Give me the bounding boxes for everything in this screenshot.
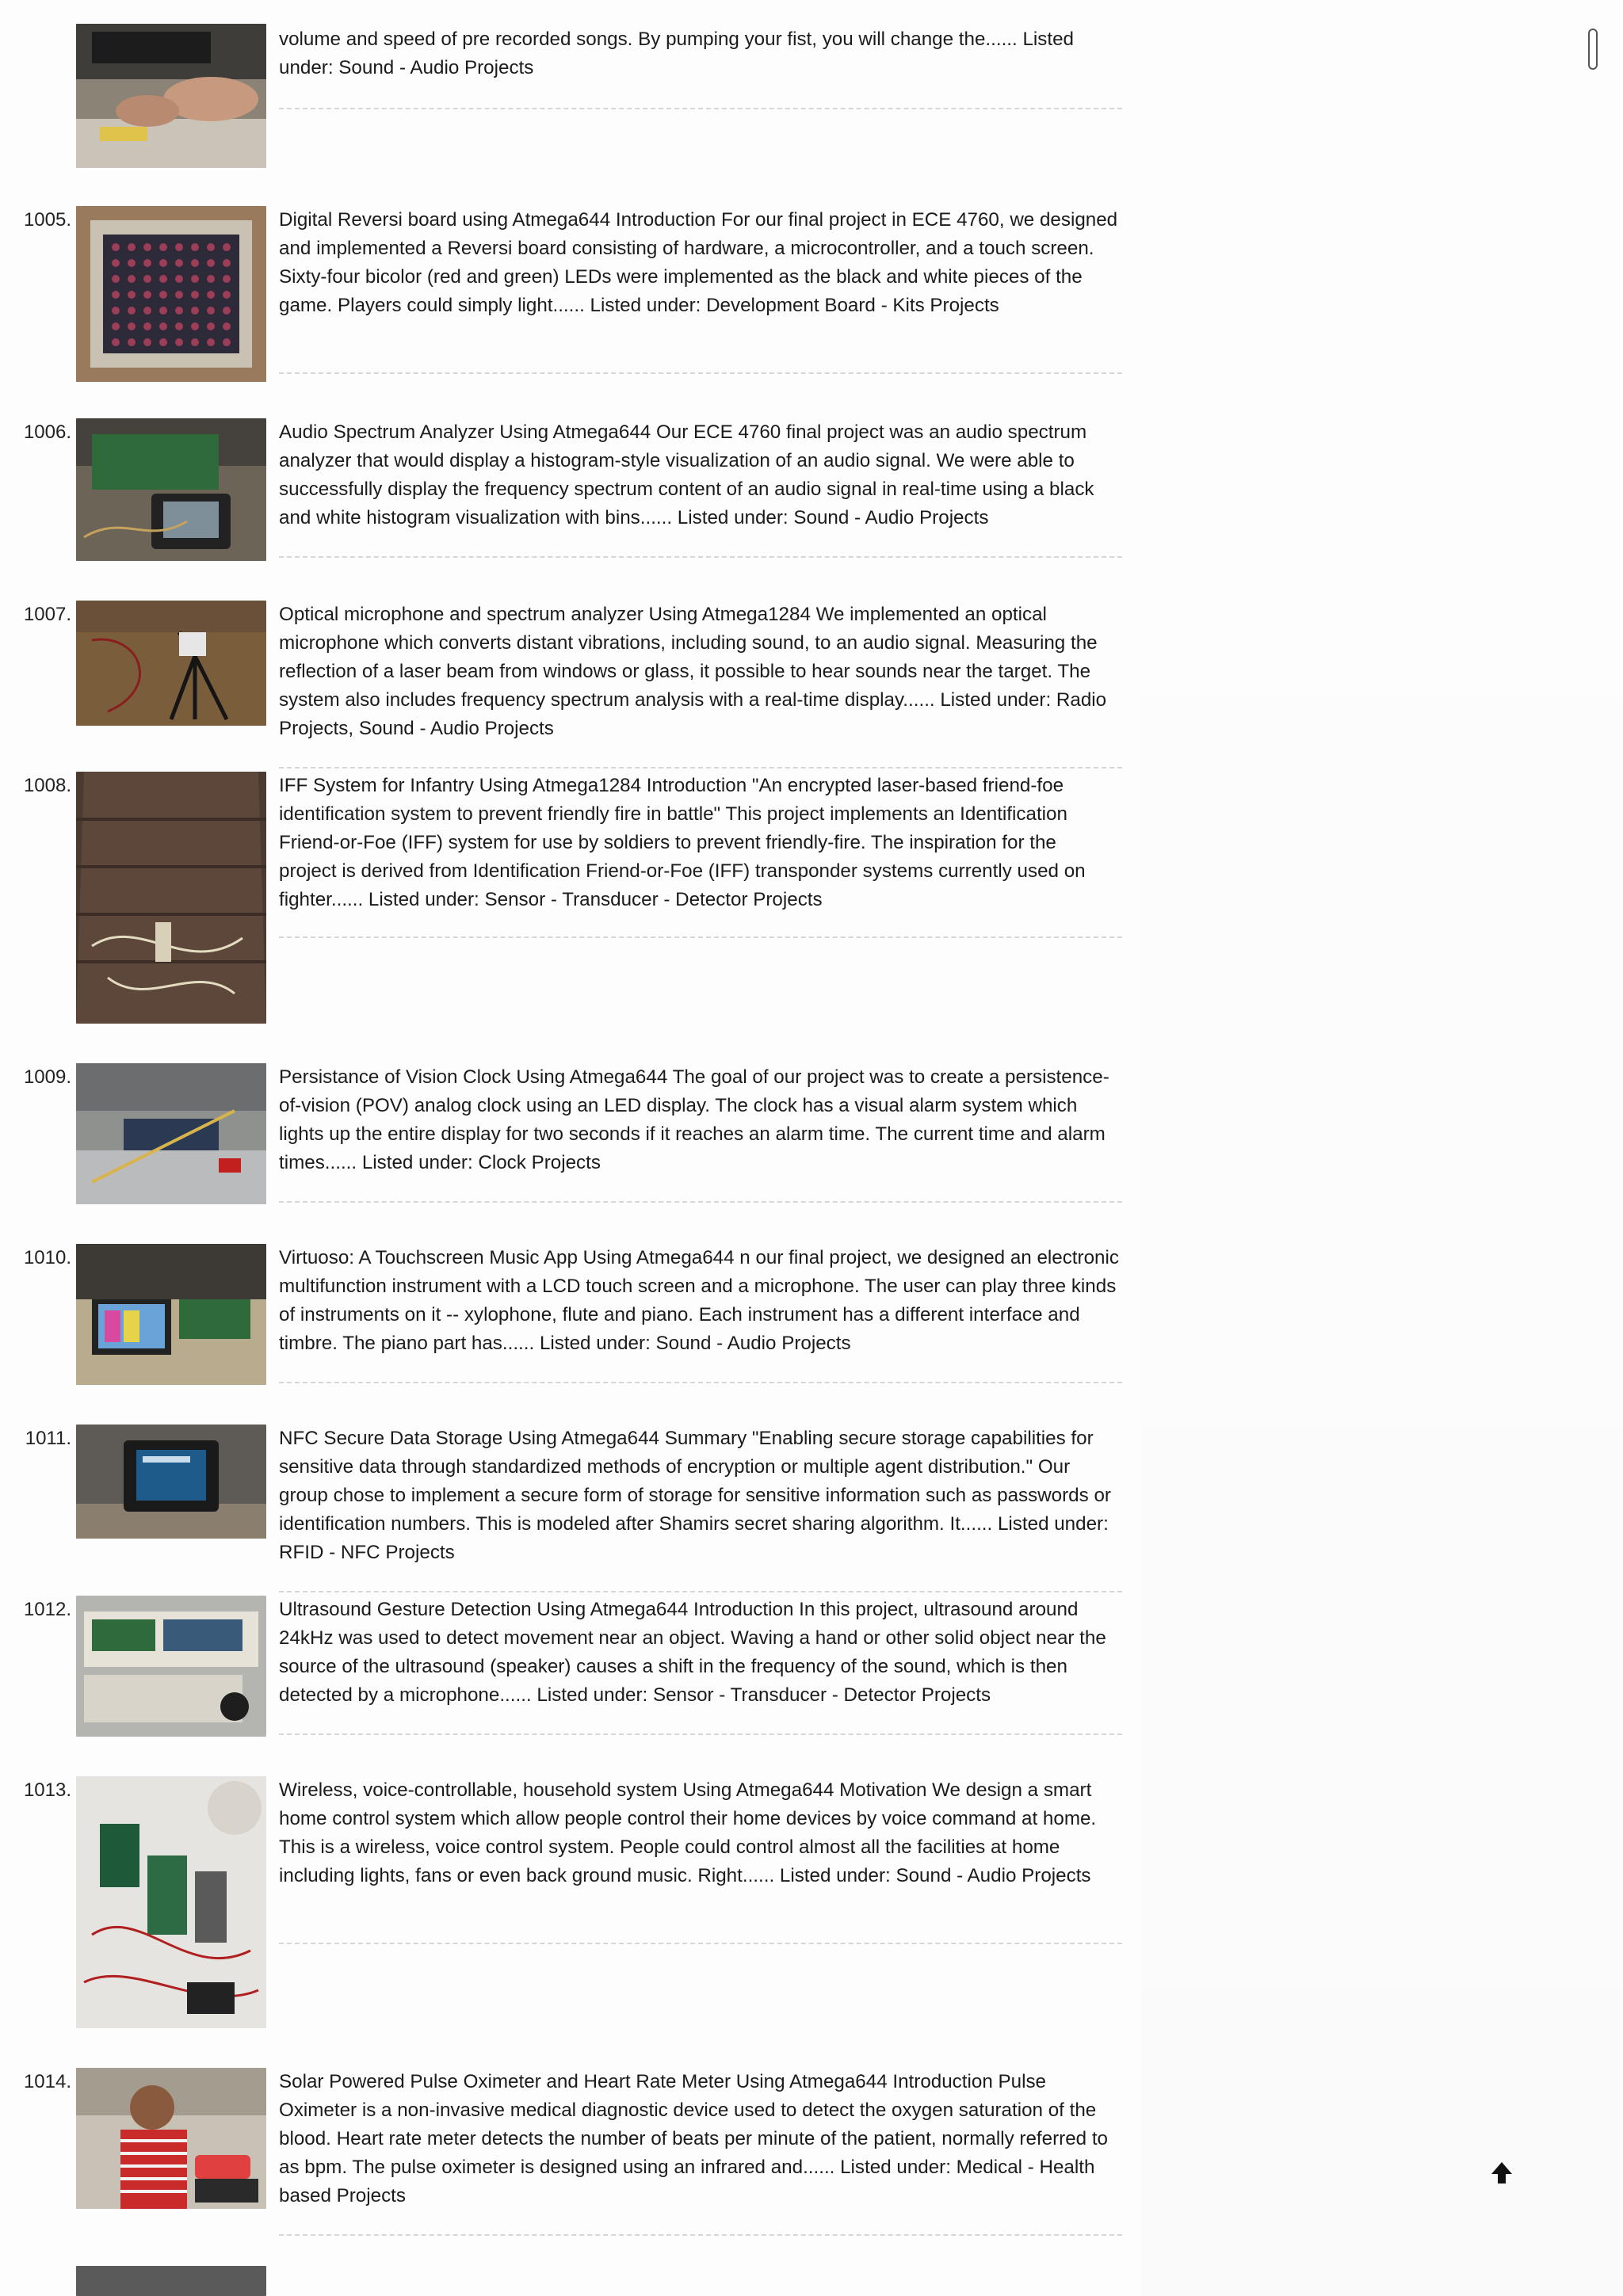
project-description: Optical microphone and spectrum analyzer Using Atmega1284 We implemented an optical microphone which converts distant vibrations, including sound, to an audio signal. Measuring the reflection of a laser beam from windows or glass, it possible to hear sounds near the target. The system also includes frequency spectrum analysis with a real-time display...... Listed under: Radio Projects, Sound - Audio Projects <box>279 604 1107 739</box>
item-number: 1008. <box>23 775 71 796</box>
project-thumbnail[interactable] <box>76 206 266 382</box>
project-description: Wireless, voice-controllable, household system Using Atmega644 Motivation We design a smart home control system which allow people control their home devices by voice command at home. This is a wireless, voice control system. People could control almost all the facilities at home including lights, fans or even back ground music. Right...... Listed under: Sound - Audio Projects <box>279 1779 1097 1886</box>
project-description: Persistance of Vision Clock Using Atmega644 The goal of our project was to create a persistence-of-vision (POV) analog clock using an LED display. The clock has a visual alarm system which lights up the entire display for two seconds if it reaches an alarm time. The current time and alarm times...... Listed under: Clock Projects <box>279 1066 1109 1173</box>
project-thumbnail[interactable] <box>76 418 266 561</box>
item-divider <box>279 1733 1122 1735</box>
project-thumbnail[interactable] <box>76 1244 266 1385</box>
item-divider <box>279 767 1122 769</box>
item-divider <box>279 1382 1122 1383</box>
item-number: 1005. <box>23 209 71 231</box>
project-description: Ultrasound Gesture Detection Using Atmega644 Introduction In this project, ultrasound around 24kHz was used to detect movement near an object. Waving a hand or other solid object near the source of the ultrasound (speaker) causes a shift in the frequency of the sound, which is then detected by a microphone...... Listed under: Sensor - Transducer - Detector Projects <box>279 1599 1106 1706</box>
project-thumbnail[interactable] <box>76 1776 266 2028</box>
project-description: Virtuoso: A Touchscreen Music App Using Atmega644 n our final project, we designed an electronic multifunction instrument with a LCD touch screen and a microphone. The user can play three kinds of instruments on it -- xylophone, flute and piano. Each instrument has a different interface and timbre. The piano part has...... Listed under: Sound - Audio Projects <box>279 1247 1119 1354</box>
item-number: 1011. <box>25 1428 71 1449</box>
project-thumbnail[interactable] <box>76 2266 266 2296</box>
page-background-shade <box>1141 372 1623 2296</box>
project-description: IFF System for Infantry Using Atmega1284 Introduction "An encrypted laser-based friend-foe identification system to prevent friendly fire in battle" This project implements an Identification Friend-or-Foe (IFF) system for use by soldiers to prevent friendly-fire. The inspiration for the project is derived from Identification Friend-or-Foe (IFF) transponder systems currently used on fighter...... Listed under: Sensor - Transducer - Detector Projects <box>279 775 1086 910</box>
project-thumbnail[interactable] <box>76 2068 266 2209</box>
item-number: 1010. <box>23 1247 71 1268</box>
project-description: Audio Spectrum Analyzer Using Atmega644 Our ECE 4760 final project was an audio spectrum analyzer that would display a histogram-style visualization of an audio signal. We were able to successfully display the frequency spectrum content of an audio signal in real-time using a black and white histogram visualization with bins...... Listed under: Sound - Audio Projects <box>279 421 1094 528</box>
item-divider <box>279 108 1122 109</box>
scroll-to-top-button[interactable] <box>1488 2160 1515 2187</box>
item-divider <box>279 1591 1122 1592</box>
item-number: 1014. <box>23 2071 71 2092</box>
item-number: 1007. <box>23 604 71 625</box>
project-thumbnail[interactable] <box>76 24 266 168</box>
item-divider <box>279 2234 1122 2236</box>
scrollbar-thumb[interactable] <box>1588 29 1598 70</box>
arrow-up-icon <box>1488 2160 1515 2187</box>
project-description: NFC Secure Data Storage Using Atmega644 Summary "Enabling secure storage capabilities for sensitive data through standardized methods of encryption or multiple agent distribution." Our group chose to implement a secure form of storage for sensitive information such as passwords or identification numbers. This is modeled after Shamirs secret sharing algorithm. It...... Listed under: RFID - NFC Projects <box>279 1428 1111 1563</box>
item-divider <box>279 372 1122 374</box>
project-thumbnail[interactable] <box>76 1596 266 1737</box>
item-divider <box>279 556 1122 558</box>
project-description: Solar Powered Pulse Oximeter and Heart Rate Meter Using Atmega644 Introduction Pulse Oximeter is a non-invasive medical diagnostic device used to detect the oxygen saturation of the blood. Heart rate meter detects the number of beats per minute of the patient, normally referred to as bpm. The pulse oximeter is designed using an infrared and...... Listed under: Medical - Health based Projects <box>279 2071 1108 2206</box>
item-divider <box>279 1201 1122 1203</box>
project-thumbnail[interactable] <box>76 1425 266 1539</box>
project-description: Digital Reversi board using Atmega644 Introduction For our final project in ECE 4760, we designed and implemented a Reversi board consisting of hardware, a microcontroller, and a touch screen. Sixty-four bicolor (red and green) LEDs were implemented as the black and white pieces of the game. Players could simply light...... Listed under: Development Board - Kits Projects <box>279 209 1118 316</box>
project-description: volume and speed of pre recorded songs. By pumping your fist, you will change the...... Listed under: Sound - Audio Projects <box>279 29 1075 78</box>
project-thumbnail[interactable] <box>76 772 266 1024</box>
item-number: 1012. <box>23 1599 71 1620</box>
project-thumbnail[interactable] <box>76 601 266 726</box>
item-number: 1006. <box>23 421 71 443</box>
item-number: 1013. <box>23 1779 71 1801</box>
item-divider <box>279 1943 1122 1944</box>
project-thumbnail[interactable] <box>76 1063 266 1204</box>
item-divider <box>279 936 1122 938</box>
item-number: 1009. <box>23 1066 71 1088</box>
